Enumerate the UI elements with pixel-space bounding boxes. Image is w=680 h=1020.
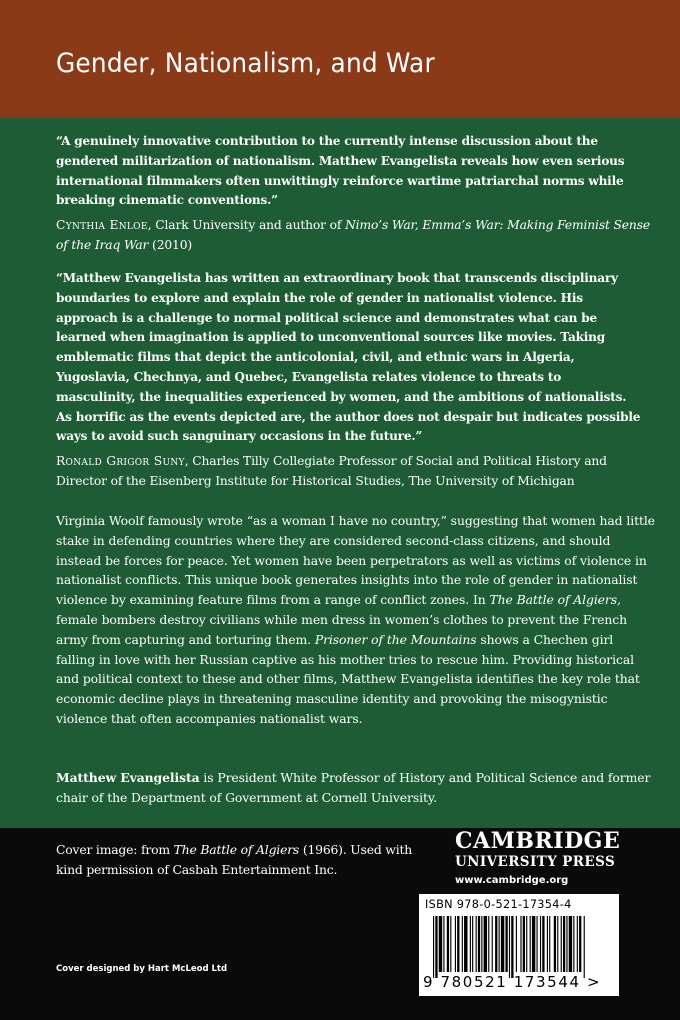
book-description [56,511,656,729]
endorsement-1 [56,131,656,256]
barcode-bar [520,916,521,972]
endorser-work-year: (2010) [148,237,193,252]
barcode-bar [447,916,449,972]
barcode-bar [443,916,444,972]
endorser-affiliation: , Charles Tilly Collegiate Professor of Social and Political History and Director of the Eisenberg Institute for Historical Studies, The University of Michigan [56,454,607,488]
barcode-bar [472,916,473,972]
cover-image-credit [56,840,416,880]
barcode-bar [577,916,578,972]
author-name: Matthew Evangelista [56,770,200,785]
barcode-bar [435,916,437,978]
title-band [0,0,680,118]
barcode-bar [566,916,567,972]
barcode-bar [433,916,434,978]
barcode-bar [561,916,562,972]
barcode-bar [537,916,538,972]
barcode-bar [464,916,467,972]
barcode-bar [478,916,480,972]
barcode-bar [470,916,471,972]
barcode-bar [516,916,517,972]
barcode-bar [584,916,585,978]
barcode-bar [532,916,535,972]
barcode-bar [462,916,463,972]
barcode-bar [579,916,581,972]
barcode [419,894,619,996]
endorser-name: Ronald Grigor Suny [56,454,185,469]
endorsement-quote: “A genuinely innovative contribution to the currently intense discussion about the gendered militarization of nationalism. Matthew Evangelista reveals how even serious international filmmakers often unwittingly reinforce wartime patriarchal norms while breaking cinematic conventions.” [56,133,625,208]
barcode-bar [476,916,477,972]
film-title: Prisoner of the Mountains [314,631,477,647]
description-text [56,511,656,729]
endorser-affiliation: , Clark University and author of [147,218,346,233]
barcode-bar [492,916,493,972]
endorsement-2 [56,268,656,492]
barcode-bar [557,916,558,972]
barcode-bar [523,916,525,972]
description-part: shows a Chechen girl falling in love with her Russian captive as his mother tries to rescue him. Providing historical and political context to these and other films, Matthew Evangelista identifies the key role that economic decline plays in threatening masculine identity and provoking the misogynistic violence that often accompanies nationalist wars. [56,631,640,726]
barcode-bar [505,916,507,972]
credit-film-title: The Battle of Algiers [173,842,300,857]
barcode-bar [530,916,531,972]
description-part: Virginia Woolf famously wrote “as a woman I have no country,” suggesting that women had little stake in defending countries where they are considered second-class citizens, and should instead be forces for peace. Yet women have been perpetrators as well as victims of violence in nationalist conflicts. This unique book generates insights into the role of gender in nationalist violence by examining feature films from a range of conflict zones. In [56,513,655,608]
film-title: The Battle of Algiers, [489,592,621,608]
barcode-bar [554,916,556,972]
barcode-bar [526,916,527,972]
barcode-bar [455,916,456,972]
barcode-digits: 9 780521 173544 > [423,973,602,991]
publisher-logo-subtitle: UNIVERSITY PRESS [455,854,616,870]
barcode-bar [501,916,504,972]
book-title: Gender, Nationalism, and War [56,48,435,79]
barcode-bar [457,916,459,972]
back-cover-panel [0,118,680,828]
endorsement-quote: “Matthew Evangelista has written an extraordinary book that transcends disciplinary boundaries to explore and explain the role of gender in nationalist violence. His approach is a challenge to normal political science and demonstrates what can be learned when imagination is applied to unconventional sources like movies. Taking emblematic films that depict the anticolonial, civil, and ethnic wars in Algeria, Yugoslavia, Chechnya, and Quebec, Evangelista relates violence to threats to masculinity, the inequalities experienced by women, and the ambitions of nationalists. As horrific as the events depicted are, the author does not despair but indicates possible ways to avoid such sanguinary occasions in the future.” [56,270,641,444]
credit-text: Cover image: from [56,842,174,857]
author-bio-detail: is President White Professor of History and Political Science and former chair of the Department of Government at Cornell University. [56,770,651,805]
barcode-bar [563,916,565,972]
barcode-bar [481,916,482,972]
barcode-bar [547,916,548,972]
barcode-bar [511,916,513,978]
barcode-bar [499,916,500,972]
endorser-work: Nimo’s War, Emma’s War: Making Feminist Sense of the Iraq War [56,218,650,252]
barcode-bar [488,916,489,972]
endorser-name: Cynthia Enloe [56,218,148,233]
barcode-bar [549,916,550,972]
barcode-bar [495,916,497,972]
barcode-bar [573,916,574,972]
description-part: female bombers destroy civilians while men dress in women’s clothes to prevent the French army from capturing and torturing them. [56,611,627,647]
barcode-bar [439,916,442,972]
endorsement-attribution [56,216,656,256]
author-bio-text [56,768,656,808]
cover-designer-credit: Cover designed by Hart McLeod Ltd [56,964,228,974]
author-bio [56,768,656,808]
barcode-bar [450,916,451,972]
endorsement-attribution [56,452,656,492]
barcode-bar [540,916,541,972]
barcode-bar [484,916,487,972]
publisher-logo-name: CAMBRIDGE [455,828,621,854]
credit-text: (1966). Used with kind permission of Casbah Entertainment Inc. [56,842,413,877]
barcode-bars [433,916,605,978]
barcode-bar [542,916,544,972]
publisher-url: www.cambridge.org [455,875,569,886]
barcode-bar [569,916,572,972]
isbn-label: ISBN 978-0-521-17354-4 [425,898,572,911]
barcode-bar [509,916,510,978]
